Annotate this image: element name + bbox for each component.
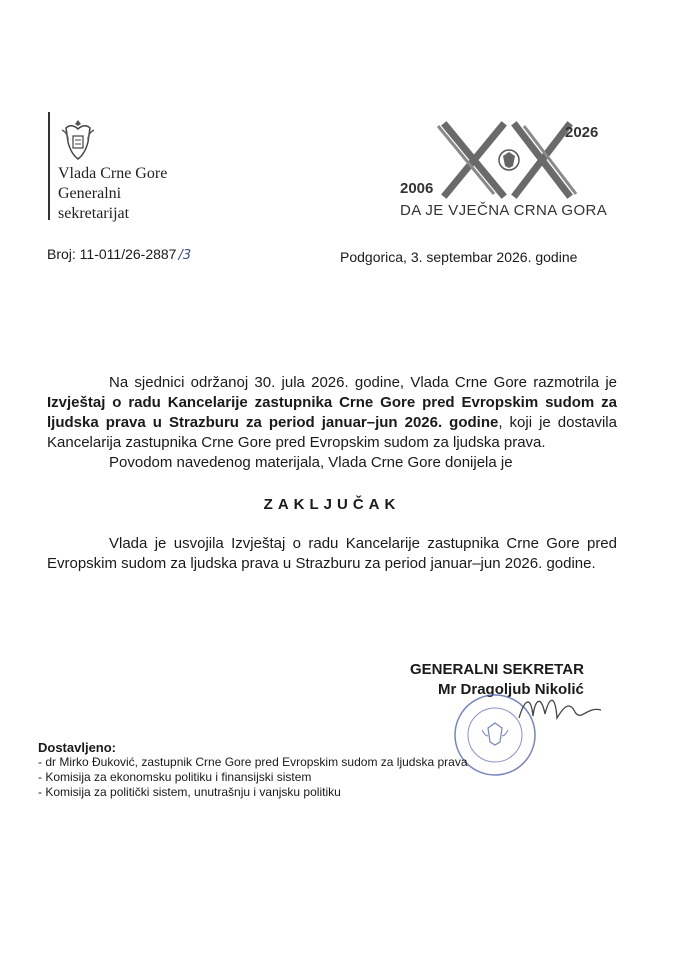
reference-number-text: Broj: 11-011/26-2887 xyxy=(47,246,177,262)
distribution-item: - Komisija za ekonomsku politiku i finansijski sistem xyxy=(38,770,312,784)
distribution-item: - dr Mirko Đuković, zastupnik Crne Gore pred Evropskim sudom za ljudska prava xyxy=(38,755,468,769)
reference-number xyxy=(47,246,191,263)
distribution-item: - Komisija za politički sistem, unutrašnju i vanjsku politiku xyxy=(38,785,341,799)
coat-of-arms-icon xyxy=(58,116,98,162)
paragraph-session xyxy=(47,373,617,453)
org-line-3: sekretarijat xyxy=(58,205,130,222)
p1-report-title: Izvještaj o radu Kancelarije zastupnika Crne Gore pred Evropskim sudom za ljudska prava u Strazburu za period januar–jun 2026. godine xyxy=(47,394,617,431)
handwritten-suffix: /3 xyxy=(178,248,192,263)
logo-year-end: 2026 xyxy=(565,124,599,141)
place-date: Podgorica, 3. septembar 2026. godine xyxy=(340,249,578,265)
organization-name xyxy=(58,164,167,224)
paragraph-decision-intro: Povodom navedenog materijala, Vlada Crne Gore donijela je xyxy=(109,454,513,471)
logo-tagline: DA JE VJEČNA CRNA GORA xyxy=(400,202,608,219)
paragraph-conclusion: Vlada je usvojila Izvještaj o radu Kancelarije zastupnika Crne Gore pred Evropskim sudom za ljudska prava u Strazburu za period januar–jun 2026. godine. xyxy=(47,535,617,572)
distribution-title: Dostavljeno: xyxy=(38,740,117,755)
logo-year-start: 2006 xyxy=(400,180,434,197)
conclusion-heading: ZAKLJUČAK xyxy=(263,496,401,513)
signature-name: Mr Dragoljub Nikolić xyxy=(438,681,584,698)
handwritten-signature-icon xyxy=(515,688,605,728)
p1-lead: Na sjednici održanoj 30. jula 2026. godine, Vlada Crne Gore razmotrila je xyxy=(109,374,617,391)
document-body xyxy=(47,373,617,574)
org-line-2: Generalni xyxy=(58,185,122,202)
org-line-1: Vlada Crne Gore xyxy=(58,165,168,182)
p1-tail: , koji je dostavila Kancelarija zastupnika Crne Gore pred Evropskim sudom za ljudska prava. xyxy=(47,414,617,451)
distribution-list xyxy=(38,740,468,800)
signature-role: GENERALNI SEKRETAR xyxy=(410,661,584,678)
header-divider xyxy=(48,112,50,220)
